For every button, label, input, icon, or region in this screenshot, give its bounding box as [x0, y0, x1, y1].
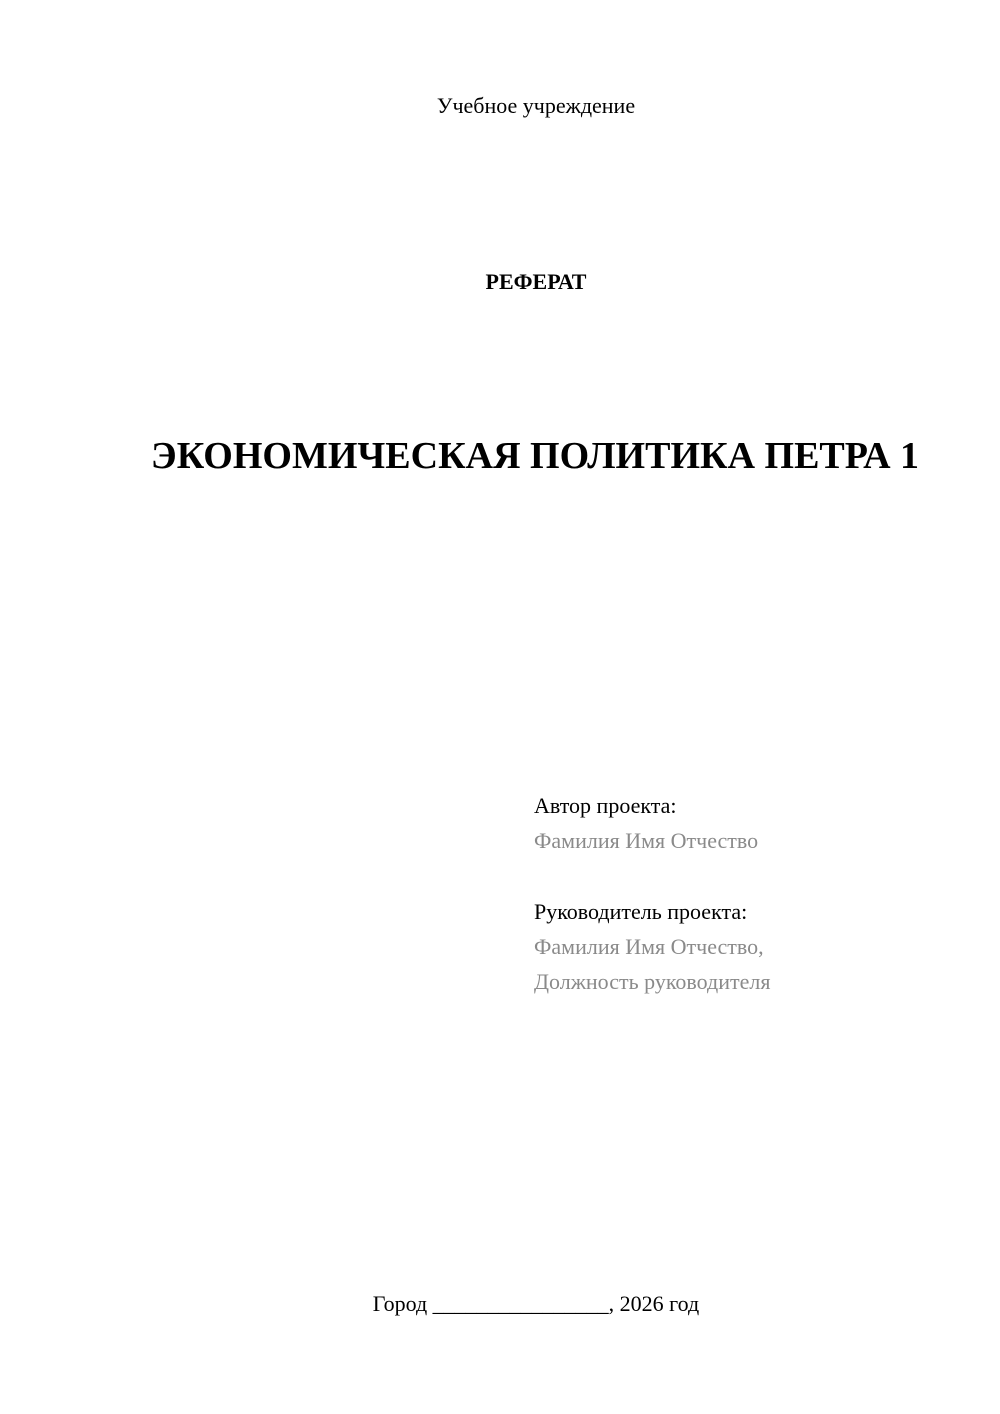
supervisor-label: Руководитель проекта: — [534, 899, 748, 924]
city-year-line: Город ________________, 2026 год — [372, 1291, 700, 1316]
document-type: РЕФЕРАТ — [485, 269, 587, 294]
supervisor-name-placeholder: Фамилия Имя Отчество, — [534, 934, 764, 959]
document-title: ЭКОНОМИЧЕСКАЯ ПОЛИТИКА ПЕТРА 1 — [150, 435, 920, 477]
author-name-placeholder: Фамилия Имя Отчество — [534, 828, 759, 853]
author-label: Автор проекта: — [534, 793, 677, 818]
supervisor-position-placeholder: Должность руководителя — [534, 969, 771, 994]
block-spacer — [534, 858, 974, 894]
author-info-block — [534, 788, 974, 999]
institution-name: Учебное учреждение — [436, 93, 636, 118]
